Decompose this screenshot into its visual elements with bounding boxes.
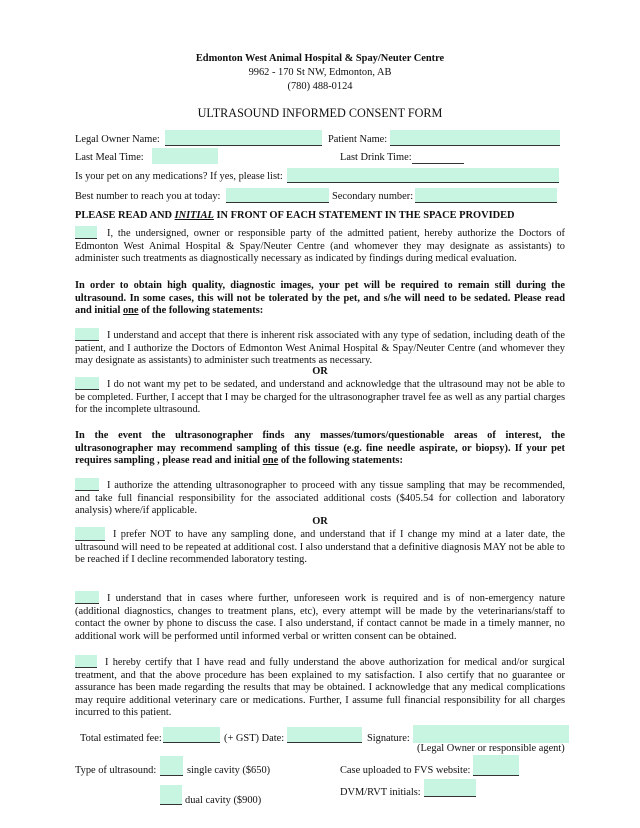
statement-sampling-accept: I authorize the attending ultrasonographer to proceed with any tissue sampling that may be recommended, and take full financial responsibility for the associated additional costs ($405.54 for collection and laboratory analysis) where/if applicable. <box>75 480 565 517</box>
ultrasound-type-label: Type of ultrasound: <box>75 765 157 776</box>
statement-unforeseen: I understand that in cases where further, unforeseen work is required and is of non-emergency nature (additional diagnostics, changes to treatment plans, etc), every attempt will be made by the veterinarians/staff to contact the owner by phone to discuss the case. I also understand, if contact cannot be made in a timely manner, no additional work will be performed until informed verbal or written consent can be obtained. <box>75 593 565 642</box>
fvs-upload-field[interactable] <box>473 755 519 776</box>
clinic-name: Edmonton West Animal Hospital & Spay/Neuter Centre <box>195 53 445 64</box>
secondary-number-field[interactable] <box>415 188 557 203</box>
clinic-address: 9962 - 170 St NW, Edmonton, AB <box>248 67 392 78</box>
medications-label: Is your pet on any medications? If yes, please list: <box>75 171 283 182</box>
statement-authorize: I, the undersigned, owner or responsible party of the admitted patient, hereby authorize the Doctors of Edmonton West Animal Hospital & Spay/Neuter Centre (and whomever they may designate as assistants) to administer such treatments as diagnostically necessary as indicated by findings during medical evaluation. <box>75 228 565 265</box>
or-separator-2: OR <box>312 516 328 527</box>
patient-field[interactable] <box>390 130 560 146</box>
single-cavity-field[interactable] <box>160 756 183 776</box>
clinic-phone: (780) 488-0124 <box>287 81 353 92</box>
medications-field[interactable] <box>287 168 559 183</box>
dual-cavity-label: dual cavity ($900) <box>185 795 262 806</box>
best-number-label: Best number to reach you at today: <box>75 191 221 202</box>
instructions-heading: PLEASE READ AND INITIAL IN FRONT OF EACH STATEMENT IN THE SPACE PROVIDED <box>75 210 515 221</box>
total-fee-label: Total estimated fee: <box>80 733 162 744</box>
single-cavity-label: single cavity ($650) <box>187 765 271 776</box>
secondary-number-label: Secondary number: <box>332 191 414 202</box>
signature-note: (Legal Owner or responsible agent) <box>417 743 565 754</box>
or-separator-1: OR <box>312 366 328 377</box>
patient-label: Patient Name: <box>328 134 388 145</box>
form-title: ULTRASOUND INFORMED CONSENT FORM <box>197 106 443 120</box>
signature-label: Signature: <box>367 733 410 744</box>
dual-cavity-field[interactable] <box>160 785 182 805</box>
statement-certify: I hereby certify that I have read and fully understand the above authorization for medical and/or surgical treatment, and that the above procedure has been explained to my satisfaction. I also certify that no guarantee or assurance has been made regarding the results that may be obtained. I acknowledge that any medical complications may require additional veterinary care or medications. Further, I assume full financial responsibility for all charges incurred to this patient. <box>75 657 565 719</box>
gst-date-label: (+ GST) Date: <box>224 733 285 744</box>
statement-sampling-decline: I prefer NOT to have any sampling done, and understand that if I change my mind at a later date, the ultrasound will need to be repeated at additional cost. I also understand that a definitive diagnosis MAY not be able to be reached if I decline recommended laboratory testing. <box>75 529 565 566</box>
last-drink-field[interactable] <box>412 151 464 164</box>
dvm-initials-label: DVM/RVT initials: <box>340 787 421 798</box>
last-meal-label: Last Meal Time: <box>75 152 144 163</box>
dvm-initials-field[interactable] <box>424 779 476 797</box>
total-fee-field[interactable] <box>163 727 220 743</box>
legal-owner-field[interactable] <box>165 130 322 146</box>
signature-field[interactable] <box>413 725 569 743</box>
sampling-intro: In the event the ultrasonographer finds any masses/tumors/questionable areas of interest, the ultrasonographer may recommend sampling of this tissue (e.g. fine needle aspirate, or biopsy). If your pet requires sampling , please read and initial one of the following statements: <box>75 430 565 467</box>
statement-sedation-decline: I do not want my pet to be sedated, and understand and acknowledge that the ultrasound may not be able to be completed. Further, I accept that I may be charged for the ultrasonographer travel fee as well as any partial charges for the incomplete ultrasound. <box>75 379 565 416</box>
best-number-field[interactable] <box>226 188 329 203</box>
last-drink-label: Last Drink Time: <box>340 152 412 163</box>
date-field[interactable] <box>287 727 362 743</box>
last-meal-field[interactable] <box>152 148 218 164</box>
legal-owner-label: Legal Owner Name: <box>75 134 160 145</box>
statement-sedation-accept: I understand and accept that there is inherent risk associated with any type of sedation, including death of the patient, and I authorize the Doctors of Edmonton West Animal Hospital & Spay/Neuter Centre (and whomever they may designate as assistants) to administer such treatments as necessary. <box>75 330 565 367</box>
sedation-intro: In order to obtain high quality, diagnostic images, your pet will be required to remain still during the ultrasound. In some cases, this will not be tolerated by the pet, and s/he will need to be sedated. Please read and initial one of the following statements: <box>75 280 565 317</box>
fvs-upload-label: Case uploaded to FVS website: <box>340 765 471 776</box>
